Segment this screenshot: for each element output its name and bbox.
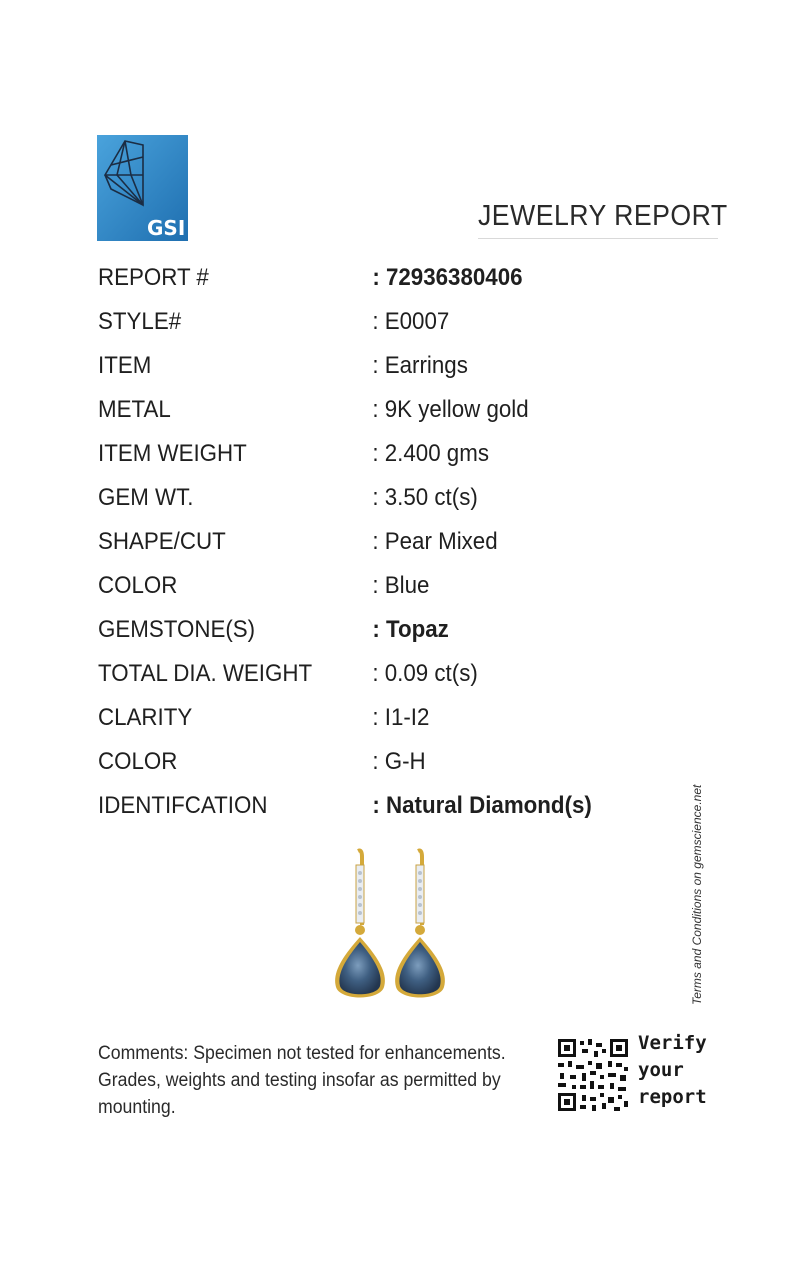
field-row-style: [98, 302, 656, 342]
field-row-identification: [98, 786, 656, 826]
field-row-item: [98, 346, 656, 386]
field-row-item-weight: [98, 434, 656, 474]
logo-text: GSI: [147, 216, 186, 240]
comments-text: Comments: Specimen not tested for enhancements. Grades, weights and testing insofar as permitted by mounting.: [98, 1043, 506, 1118]
field-value: : E0007: [372, 308, 450, 335]
field-label: METAL: [98, 396, 171, 423]
earrings-photo: [322, 845, 462, 1010]
field-label: GEM WT.: [98, 484, 194, 511]
field-label: ITEM WEIGHT: [98, 440, 247, 467]
verify-line-3: report: [638, 1086, 707, 1108]
terms-link[interactable]: Terms and Conditions on gemscience.net: [690, 784, 704, 1005]
report-title: JEWELRY REPORT: [478, 200, 728, 232]
field-value: : Natural Diamond(s): [372, 792, 592, 819]
field-label: SHAPE/CUT: [98, 528, 226, 555]
field-value: : 0.09 ct(s): [372, 660, 478, 687]
field-label: STYLE#: [98, 308, 182, 335]
field-value: : Earrings: [372, 352, 468, 379]
field-value: : I1-I2: [372, 704, 430, 731]
field-row-gemstones: [98, 610, 656, 650]
field-row-color: [98, 566, 656, 606]
field-label: TOTAL DIA. WEIGHT: [98, 660, 313, 687]
verify-line-1: Verify: [638, 1032, 707, 1054]
gsi-logo: [97, 135, 188, 241]
field-label: GEMSTONE(S): [98, 616, 256, 643]
field-row-clarity: [98, 698, 656, 738]
field-value: : 9K yellow gold: [372, 396, 529, 423]
field-row-shape-cut: [98, 522, 656, 562]
field-row-report-number: [98, 258, 656, 298]
field-row-metal: [98, 390, 656, 430]
field-label: COLOR: [98, 748, 178, 775]
field-row-diamond-color: [98, 742, 656, 782]
right-earring: [395, 851, 445, 998]
field-label: CLARITY: [98, 704, 193, 731]
qr-code[interactable]: [556, 1037, 630, 1113]
field-row-gem-weight: [98, 478, 656, 518]
field-label: REPORT #: [98, 264, 209, 291]
field-value: : 3.50 ct(s): [372, 484, 478, 511]
field-value: : 2.400 gms: [372, 440, 489, 467]
title-divider: [478, 238, 718, 239]
field-label: COLOR: [98, 572, 178, 599]
field-value: : G-H: [372, 748, 426, 775]
field-value: : Pear Mixed: [372, 528, 498, 555]
verify-report-link[interactable]: [638, 1030, 718, 1111]
left-earring: [335, 851, 385, 998]
field-label: IDENTIFCATION: [98, 792, 268, 819]
field-value: : Blue: [372, 572, 430, 599]
verify-line-2: your: [638, 1059, 684, 1081]
field-value: : Topaz: [372, 616, 449, 643]
field-value: : 72936380406: [372, 264, 523, 291]
field-row-total-dia-weight: [98, 654, 656, 694]
field-label: ITEM: [98, 352, 152, 379]
